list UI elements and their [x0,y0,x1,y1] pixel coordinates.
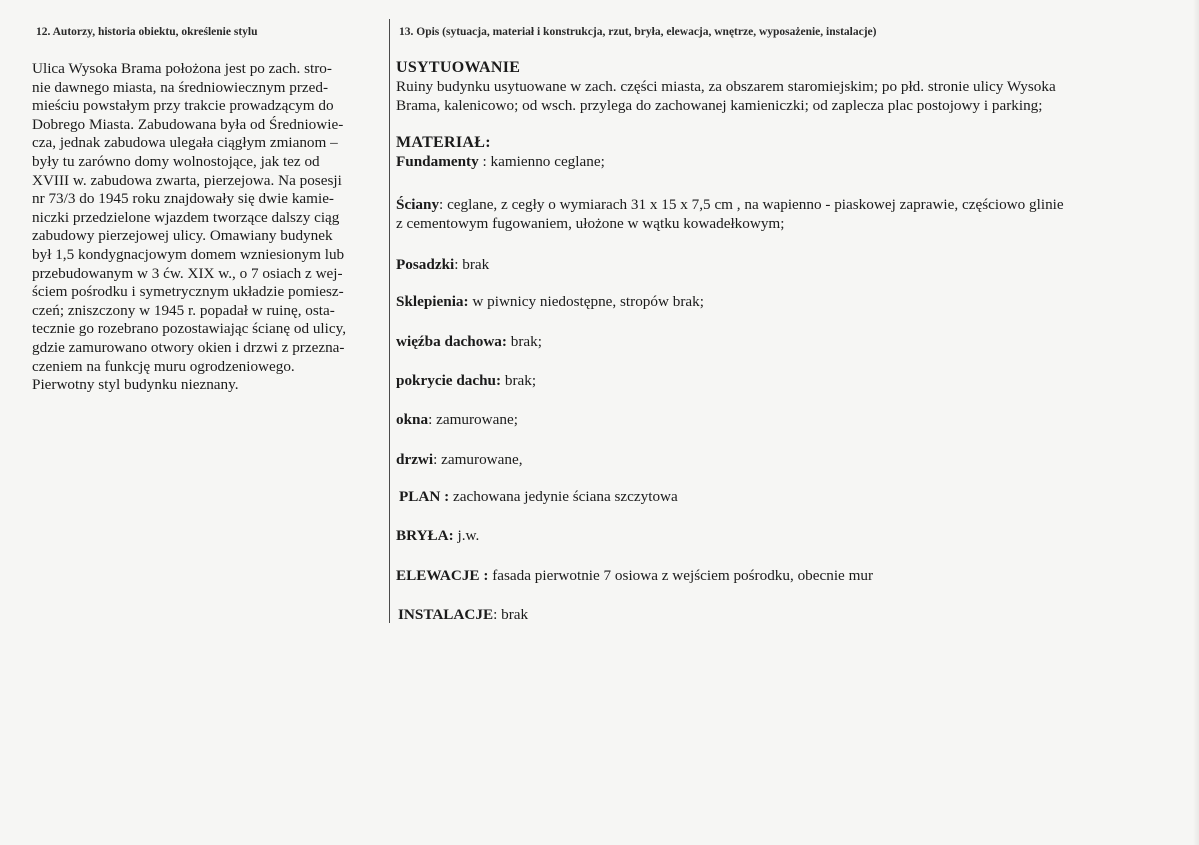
history-line: Ulica Wysoka Brama położona jest po zach. stro- [32,60,332,77]
instalacje-row [398,606,528,625]
fundamenty-value: : kamiennо ceglane; [478,153,605,170]
history-line: Pierwotny styl budynku nieznany. [32,376,239,394]
section-12-header: 12. Autorzy, historia obiektu, określenie stylu [36,26,258,38]
history-line: nr 73/3 do 1945 roku znajdowały się dwie kamie- [32,190,334,208]
section-13-header: 13. Opis (sytuacja, materiał i konstrukcja, rzut, bryła, elewacja, wnętrze, wyposażenie, instalacje) [399,26,877,38]
usytuowanie-line-1: Ruiny budynku usytuowane w zach. części miasta, za obszarem staromiejskim; po płd. stronie ulicy Wysoka [396,78,1056,95]
usytuowanie-line-2: Brama, kalenicowo; od wsch. przylega do zachowanej kamieniczki; od zaplecza plac postojowy i parking; [396,97,1043,114]
history-line: XVIII w. zabudowa zwarta, pierzejowa. Na posesji [32,171,342,189]
drzwi-value: : zamurowane, [433,451,523,468]
drzwi-label: drzwi [396,451,434,468]
history-line: czeń; zniszczony w 1945 r. popadał w ruinę, osta- [32,301,335,319]
history-line: niczki przedzielone wjazdem tworzące dalszy ciąg [32,208,340,226]
wiezba-label: więźba dachowa: [396,333,507,350]
okna-value: : zamurowane; [428,411,518,428]
history-line: Dobrego Miasta. Zabudowana była od Średniowie- [32,115,344,133]
okna-row [396,411,518,430]
sciany-value: : ceglane, z cegły o wymiarach 31 x 15 x 7,5 cm , na wapienno - piaskowej zaprawie, częściowo glinie [439,196,1064,213]
okna-label: okna [396,411,429,428]
history-line: przebudowanym w 3 ćw. XIX w., o 7 osiach z wej- [32,264,343,282]
sklepienia-label: Sklepienia: [396,293,469,310]
history-line: były tu zarówno domy wolnostojące, jak tez od [32,152,320,170]
history-line: był 1,5 kondygnacjowym domem wzniesionym lub [32,245,345,263]
history-line: czeniem na funkcję muru ogrodzeniowego. [32,357,295,375]
plan-row [399,488,678,507]
history-line: gdzie zamurowano otwory okien i drzwi z przezna- [32,338,345,356]
material-title: MATERIAŁ: [396,134,491,151]
instalacje-value: : brak [493,606,529,623]
pokrycie-value: brak; [501,372,537,389]
history-line: tecznie go rozebrano pozostawiając ścianę od ulicy, [32,320,347,338]
history-line: nie dawnego miasta, na średniowiecznym przed- [32,78,329,96]
drzwi-row [396,451,523,470]
fundamenty-row [396,153,605,172]
wiezba-row [396,333,542,352]
bryla-label: BRYŁA: [396,527,454,544]
posadzki-value: : brak [454,256,490,273]
history-line: mieściu powstałym przy trakcie prowadzącym do [32,97,334,115]
sciany-row [396,196,1064,215]
wiezba-value: brak; [506,333,542,350]
sciany-label: Ściany [396,196,440,213]
history-line: ściem pośrodku i symetrycznym układzie pomiesz- [32,283,344,301]
bryla-value: j.w. [453,527,480,544]
elewacje-label: ELEWACJE : [396,567,489,584]
sciany-line-2: z cementowym fugowaniem, ułożone w wątku kowadełkowym; [396,215,785,232]
pokrycie-label: pokrycie dachu: [396,372,502,389]
sklepienia-row [396,293,704,312]
history-line: zabudowy pierzejowej ulicy. Omawiany budynek [32,227,333,245]
elewacje-value: fasada pierwotnie 7 osiowa z wejściem pośrodku, obecnie mur [488,567,874,584]
usytuowanie-title: USYTUOWANIE [396,59,521,76]
elewacje-row [396,567,873,586]
history-line: cza, jednak zabudowa ulegała ciągłym zmianom – [32,134,338,152]
plan-label: PLAN : [399,488,450,505]
pokrycie-row [396,372,536,391]
bryla-row [396,527,479,546]
posadzki-row [396,256,489,275]
sklepienia-value: w piwnicy niedostępne, stropów brak; [468,293,704,310]
fundamenty-label: Fundamenty [396,153,479,170]
posadzki-label: Posadzki [396,256,455,273]
plan-value: zachowana jedynie ściana szczytowa [449,488,678,505]
instalacje-label: INSTALACJE [398,606,494,623]
